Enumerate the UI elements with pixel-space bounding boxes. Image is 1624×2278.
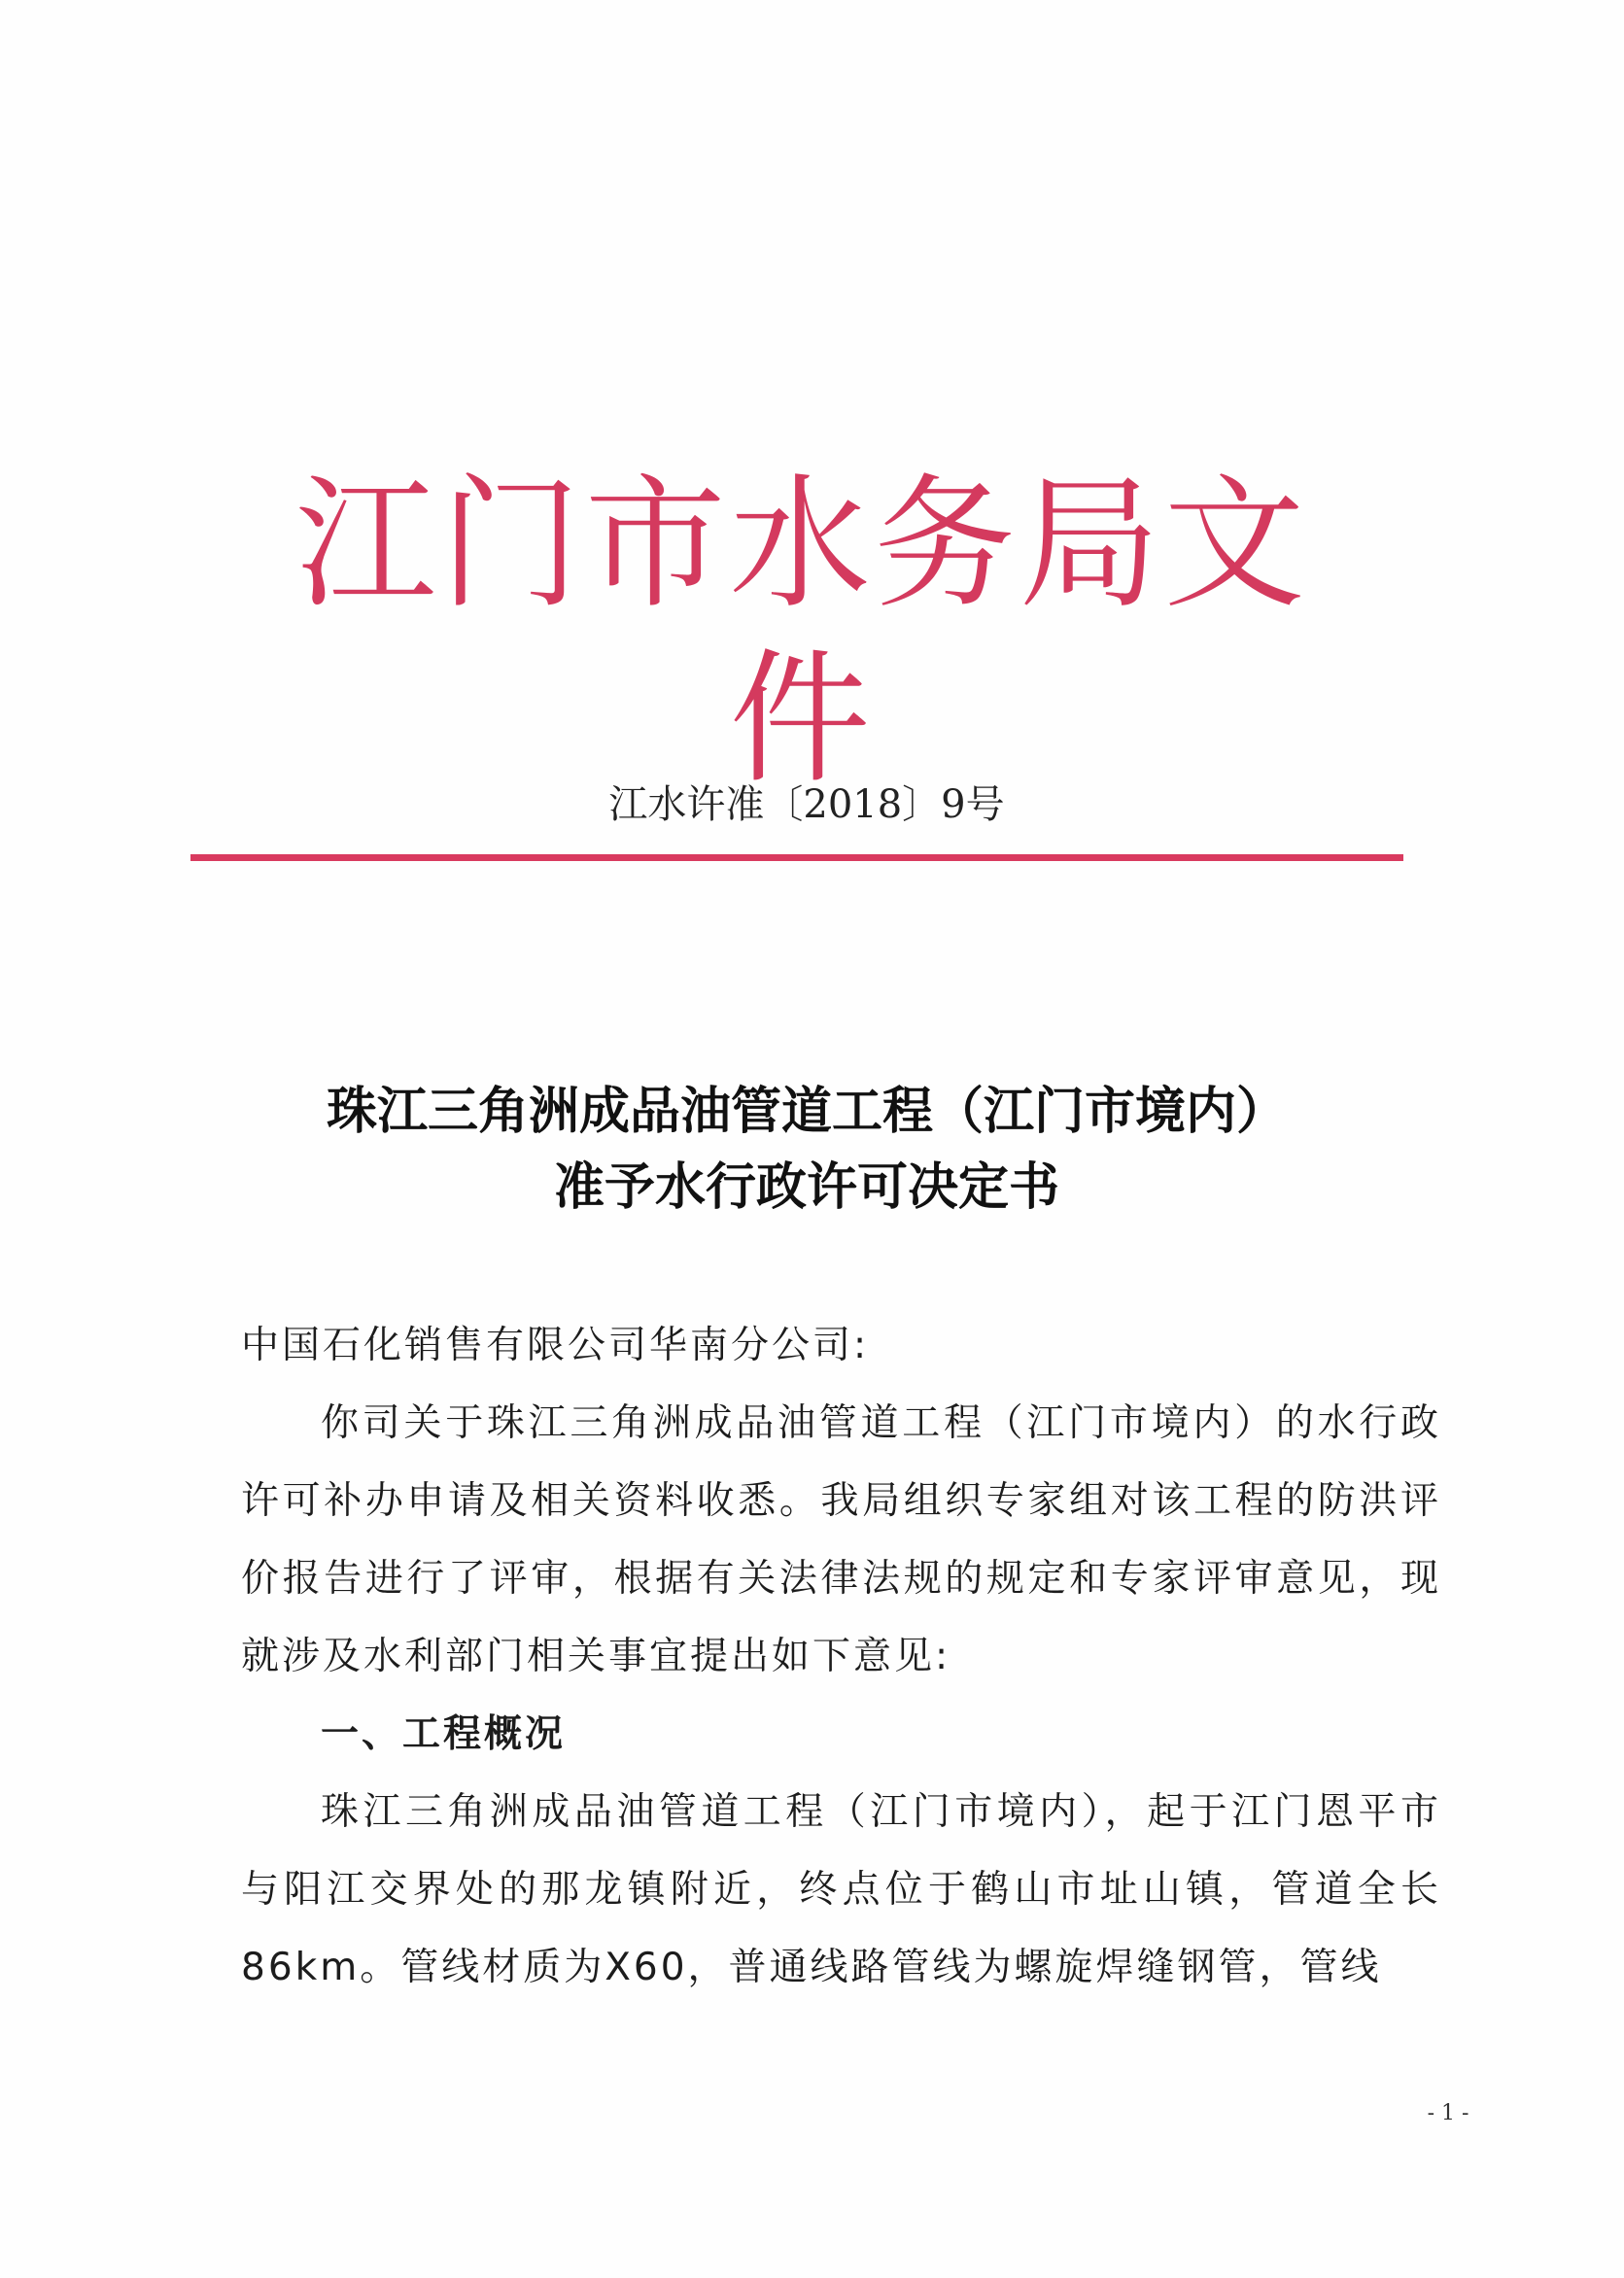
title-line-1: 珠江三角洲成品油管道工程（江门市境内） (326, 1082, 1287, 1141)
title-line-2: 准予水行政许可决定书 (553, 1157, 1059, 1217)
body-paragraph-2: 珠江三角洲成品油管道工程（江门市境内），起于江门恩平市与阳江交界处的那龙镇附近，终点位于鹤山市址山镇，管道全长86km。管线材质为X60，普通线路管线为螺旋焊缝钢管，管线 (241, 1790, 1441, 1989)
section-heading-1: 一、工程概况 (321, 1712, 567, 1756)
document-title (194, 1074, 1419, 1225)
document-body (241, 1307, 1441, 2007)
addressee: 中国石化销售有限公司华南分公司: (241, 1324, 870, 1367)
page-number: - 1 - (1427, 2101, 1469, 2125)
body-paragraph-1: 你司关于珠江三角洲成品油管道工程（江门市境内）的水行政许可补办申请及相关资料收悉。我局组织专家组对该工程的防洪评价报告进行了评审，根据有关法律法规的规定和专家评审意见，现就涉及水利部门相关事宜提出如下意见: (241, 1401, 1441, 1678)
red-separator-line (190, 854, 1403, 861)
letterhead-title: 江门市水务局文件 (294, 461, 1309, 803)
document-number: 江水许准〔2018〕9号 (608, 782, 1005, 827)
